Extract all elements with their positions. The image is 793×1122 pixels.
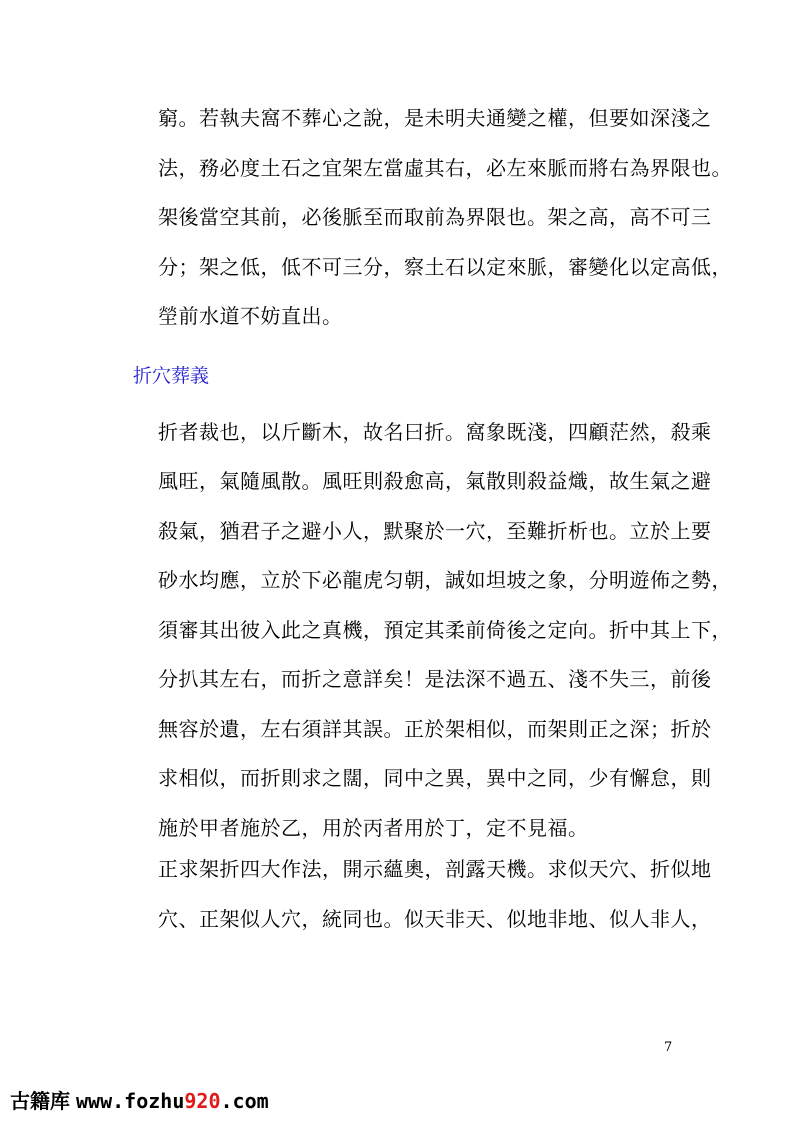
watermark-name: 古籍库 [10, 1089, 70, 1113]
text-line: 求相似，而折則求之闊，同中之異，異中之同，少有懈怠，則 [158, 766, 712, 790]
watermark-domain-accent: 920 [184, 1089, 221, 1113]
section-heading: 折穴葬義 [133, 365, 210, 387]
text-line: 法，務必度土石之宜架左當虛其右，必左來脈而將右為界限也。 [158, 156, 732, 180]
text-line: 砂水均應，立於下必龍虎匀朝，誠如坦坡之象，分明遊佈之勢， [158, 568, 732, 592]
text-line: 分扒其左右，而折之意詳矣！是法深不過五、淺不失三，前後 [158, 667, 712, 691]
watermark-domain-suffix: .com [220, 1089, 269, 1113]
text-line: 分；架之低，低不可三分，察土石以定來脈，審變化以定高低， [158, 255, 732, 279]
text-line: 窮。若執夫窩不葬心之說，是未明夫通變之權，但要如深淺之 [158, 106, 712, 130]
text-line: 施於甲者施於乙，用於丙者用於丁，定不見福。 [158, 816, 589, 840]
text-line: 穴、正架似人穴，統同也。似天非天、似地非地、似人非人， [158, 907, 712, 931]
text-line: 風旺，氣隨風散。風旺則殺愈高，氣散則殺益熾，故生氣之避 [158, 469, 712, 493]
page-number: 7 [664, 1040, 673, 1055]
watermark-logo [10, 1088, 269, 1114]
text-line: 正求架折四大作法，開示蘊奧，剖露天機。求似天穴、折似地 [158, 857, 712, 881]
text-line: 無容於遺，左右須詳其誤。正於架相似，而架則正之深；折於 [158, 717, 712, 741]
text-line: 架後當空其前，必後脈至而取前為界限也。架之高，高不可三 [158, 205, 712, 229]
text-line: 殺氣，猶君子之避小人，默聚於一穴，至難折析也。立於上要 [158, 519, 712, 543]
text-line: 折者裁也，以斤斷木，故名曰折。窩象既淺，四顧茫然，殺乘 [158, 420, 712, 444]
watermark-domain [76, 1089, 269, 1113]
text-line: 塋前水道不妨直出。 [158, 304, 343, 328]
text-line: 須審其出彼入此之真機，預定其柔前倚後之定向。折中其上下， [158, 618, 732, 642]
watermark-domain-prefix: www.fozhu [76, 1089, 185, 1113]
